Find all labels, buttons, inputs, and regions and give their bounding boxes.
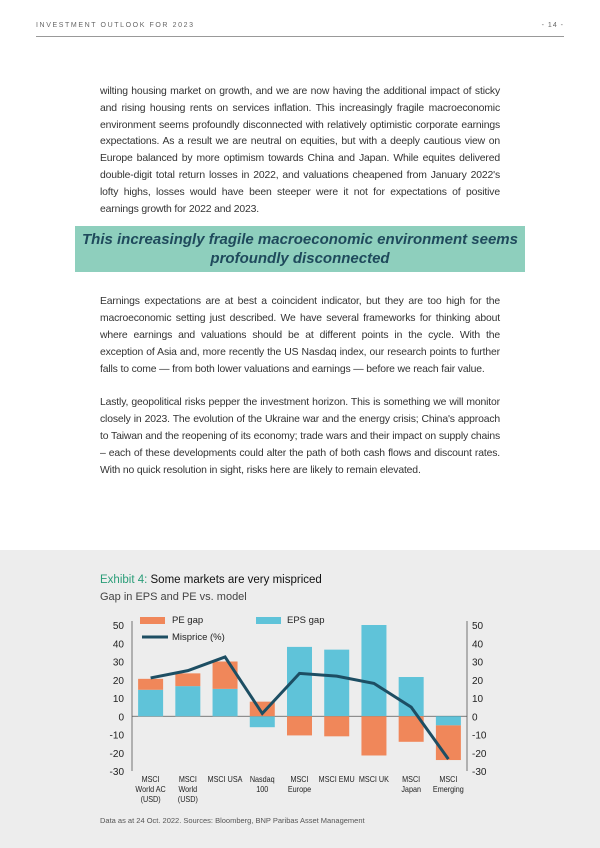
header-title: INVESTMENT OUTLOOK FOR 2023 — [36, 22, 195, 29]
legend-label-misprice: Misprice (%) — [172, 632, 225, 643]
bar-pe-gap — [175, 673, 200, 686]
bar-pe-gap — [213, 662, 238, 689]
bar-eps-gap — [250, 716, 275, 727]
x-tick-label: (USD) — [177, 794, 198, 805]
bar-eps-gap — [399, 677, 424, 716]
x-tick-label: 100 — [256, 784, 269, 795]
exhibit-subtitle: Gap in EPS and PE vs. model — [100, 591, 247, 603]
x-tick-label: MSCI — [402, 774, 421, 785]
y-tick-left: -10 — [109, 730, 124, 742]
x-tick-label: (USD) — [140, 794, 161, 805]
x-tick-label: World AC — [135, 784, 166, 795]
legend-label-pe: PE gap — [172, 615, 204, 626]
bar-eps-gap — [175, 686, 200, 716]
page-number: - 14 - — [541, 22, 564, 29]
legend-swatch-pe — [140, 617, 165, 624]
source-note: Data as at 24 Oct. 2022. Sources: Bloomberg, BNP Paribas Asset Management — [100, 816, 365, 825]
y-tick-left: -20 — [109, 748, 124, 760]
y-tick-right: 0 — [472, 712, 478, 724]
x-tick-label: MSCI USA — [207, 774, 243, 785]
bar-eps-gap — [324, 650, 349, 717]
y-tick-left: -30 — [109, 767, 124, 778]
exhibit-number: Exhibit 4: — [100, 574, 148, 586]
x-tick-label: Europe — [287, 784, 312, 795]
paragraph-1: wilting housing market on growth, and we are now having the additional impact of sticky and rising housing rents on services inflation. This increasingly fragile macroeconomic environment seems profoundly disconnected with relatively optimistic corporate earnings expectations. As a result we are neutral on equities, but with a deeply cautious view on Europe balanced by more optimism towards China and Japan. While equites delivered double-digit total return losses in 2022, and valuations cheapened from January 2022's lofty highs, losses would have been steeper were it not for expectations of positive earnings growth for 2022 and 2023. — [100, 86, 500, 215]
bar-pe-gap — [324, 716, 349, 736]
x-tick-label: World — [178, 784, 198, 795]
y-tick-right: 40 — [472, 639, 484, 651]
legend-swatch-eps — [256, 617, 281, 624]
x-tick-label: MSCI — [290, 774, 309, 785]
y-tick-left: 0 — [118, 712, 124, 724]
y-tick-left: 10 — [112, 694, 124, 705]
y-tick-left: 20 — [112, 675, 124, 687]
y-tick-right: 10 — [472, 694, 484, 705]
paragraph-3: Lastly, geopolitical risks pepper the investment horizon. This is something we will monitor closely in 2023. The evolution of the Ukraine war and the energy crisis; China's approach to Taiwan and the reopening of its economy; trade wars and their impact on supply chains – each of these developments could alter the path of both cash flows and discount rates. With no quick resolution in sight, risks here are likely to remain elevated. — [100, 397, 500, 476]
bar-pe-gap — [138, 679, 163, 690]
y-tick-left: 50 — [112, 621, 124, 632]
y-tick-left: 30 — [112, 657, 124, 669]
y-tick-right: -30 — [472, 767, 487, 778]
x-tick-label: MSCI — [439, 774, 458, 785]
y-tick-right: 30 — [472, 657, 484, 669]
pull-quote: This increasingly fragile macroeconomic environment seems profoundly disconnected — [75, 226, 525, 272]
y-tick-right: 50 — [472, 621, 484, 632]
x-tick-label: MSCI EMU — [318, 774, 355, 785]
y-tick-right: -20 — [472, 748, 487, 760]
y-tick-right: 20 — [472, 675, 484, 687]
bar-eps-gap — [138, 690, 163, 716]
x-tick-label: MSCI — [141, 774, 160, 785]
paragraph-2: Earnings expectations are at best a coincident indicator, but they are too high for the macroeconomic setting just described. We have several frameworks for thinking about where earnings and valuations should be at different points in the cycle. With the exception of Asia and, more recently the US Nasdaq index, our research points to further falls to come — from both lower valuations and earnings — before we reach fair value. — [100, 296, 500, 375]
exhibit-title-text: Some markets are very mispriced — [150, 574, 322, 586]
bar-pe-gap — [361, 716, 386, 755]
bar-eps-gap — [361, 625, 386, 716]
bar-eps-gap — [436, 716, 461, 725]
legend-label-eps: EPS gap — [287, 615, 325, 626]
bar-eps-gap — [213, 689, 238, 716]
x-tick-label: Emerging — [432, 784, 464, 795]
x-tick-label: MSCI UK — [358, 774, 389, 785]
x-tick-label: Japan — [401, 784, 421, 795]
x-tick-label: Nasdaq — [249, 774, 275, 785]
y-tick-right: -10 — [472, 730, 487, 742]
bar-pe-gap — [287, 716, 312, 735]
x-tick-label: MSCI — [178, 774, 197, 785]
y-tick-left: 40 — [112, 639, 124, 651]
bar-pe-gap — [436, 725, 461, 760]
